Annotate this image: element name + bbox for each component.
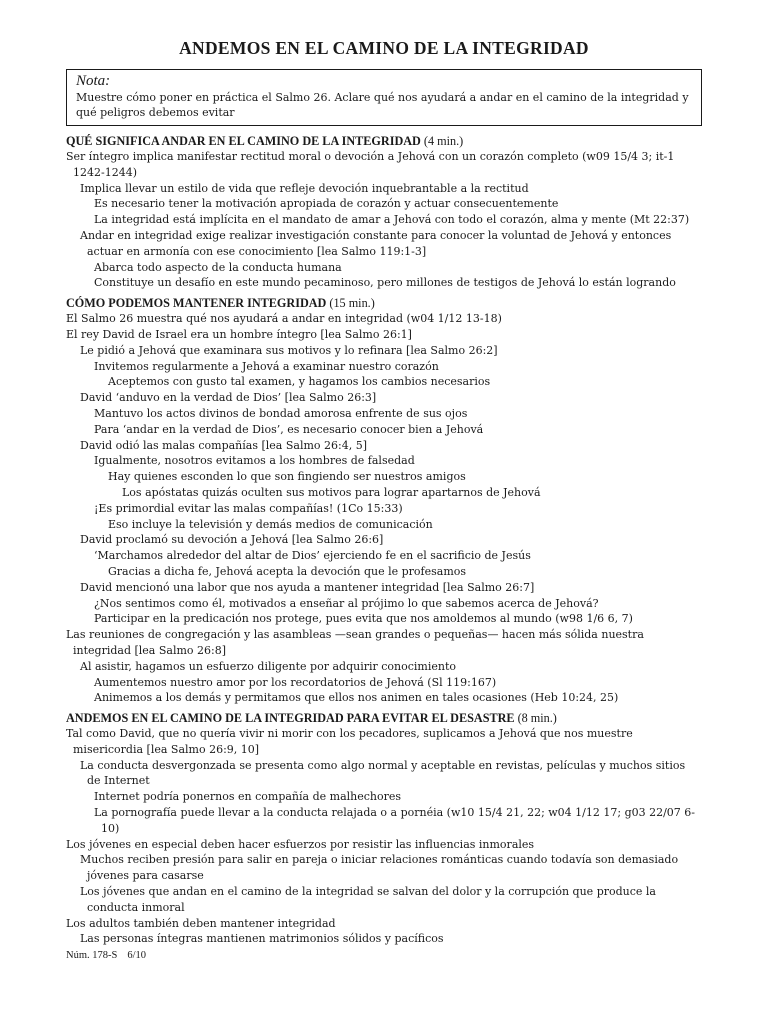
- outline-point: David odió las malas compañías [lea Salmo 26:4, 5]: [80, 438, 368, 452]
- outline-point: Al asistir, hagamos un esfuerzo diligente por adquirir conocimiento: [80, 659, 457, 673]
- outline-point: Los apóstatas quizás oculten sus motivos para lograr apartarnos de Jehová: [122, 485, 541, 499]
- outline-point: ¡Es primordial evitar las malas compañías! (1Co 15:33): [94, 501, 403, 515]
- outline-point: Los adultos también deben mantener integridad: [66, 916, 336, 930]
- page-title: ANDEMOS EN EL CAMINO DE LA INTEGRIDAD: [179, 38, 589, 58]
- outline-point: David mencionó una labor que nos ayuda a mantener integridad [lea Salmo 26:7]: [80, 580, 535, 594]
- outline-point: El rey David de Israel era un hombre íntegro [lea Salmo 26:1]: [66, 327, 412, 341]
- section-heading: [66, 134, 702, 149]
- outline-point: Tal como David, que no quería vivir ni morir con los pecadores, suplicamos a Jehová que nos muestre misericordia [lea Salmo 26:9, 10]: [66, 727, 633, 756]
- section-title: CÓMO PODEMOS MANTENER INTEGRIDAD: [66, 296, 327, 311]
- outline-point: Invitemos regularmente a Jehová a examinar nuestro corazón: [94, 359, 439, 373]
- outline-point: Abarca todo aspecto de la conducta humana: [94, 260, 342, 274]
- outline-point: Las reuniones de congregación y las asambleas —sean grandes o pequeñas— hacen más sólida nuestra integridad [lea Salmo 26:8]: [66, 628, 644, 657]
- note-label: Nota:: [76, 73, 111, 89]
- outline-point: Para ‘andar en la verdad de Dios’, es necesario conocer bien a Jehová: [94, 422, 484, 436]
- outline-point: Implica llevar un estilo de vida que refleje devoción inquebrantable a la rectitud: [80, 181, 529, 195]
- outline-point: Constituye un desafío en este mundo pecaminoso, pero millones de testigos de Jehová lo están logrando: [94, 276, 676, 290]
- section-heading: [66, 296, 702, 311]
- outline-point: ‘Marchamos alrededor del altar de Dios’ ejerciendo fe en el sacrificio de Jesús: [94, 549, 531, 563]
- outline-point: La conducta desvergonzada se presenta como algo normal y aceptable en revistas, películas y muchos sitios de Internet: [80, 758, 686, 788]
- outline-point: La pornografía puede llevar a la conducta relajada o a pornéia (w10 15/4 21, 22; w04 1/12 17; g03 22/07 6-10): [94, 806, 696, 835]
- outline-point: Es necesario tener la motivación apropiada de corazón y actuar consecuentemente: [94, 197, 559, 211]
- outline-point: Animemos a los demás y permitamos que ellos nos animen en tales ocasiones (Heb 10:24, 25): [94, 691, 619, 705]
- outline-point: Los jóvenes en especial deben hacer esfuerzos por resistir las influencias inmorales: [66, 837, 535, 851]
- outline-point: Le pidió a Jehová que examinara sus motivos y lo refinara [lea Salmo 26:2]: [80, 343, 498, 357]
- outline-point: Internet podría ponernos en compañía de malhechores: [94, 790, 402, 804]
- outline-point: Las personas íntegras mantienen matrimonios sólidos y pacíficos: [80, 932, 444, 946]
- footer-date: 6/10: [127, 950, 147, 962]
- outline-point: Igualmente, nosotros evitamos a los hombres de falsedad: [94, 454, 415, 468]
- outline-point: Andar en integridad exige realizar investigación constante para conocer la voluntad de Jehová y entonces actuar en armonía con ese conocimiento [lea Salmo 119:1-3]: [80, 228, 672, 258]
- outline-point: Mantuvo los actos divinos de bondad amorosa enfrente de sus ojos: [94, 406, 468, 420]
- outline-point: David proclamó su devoción a Jehová [lea Salmo 26:6]: [80, 533, 384, 547]
- footer-code: Núm. 178-S: [66, 950, 118, 962]
- section-duration: (8 min.): [517, 711, 557, 726]
- footer: [66, 950, 702, 961]
- outline-point: Aumentemos nuestro amor por los recordatorios de Jehová (Sl 119:167): [94, 675, 497, 689]
- outline-point: ¿Nos sentimos como él, motivados a enseñar al prójimo lo que sabemos acerca de Jehová?: [94, 596, 599, 610]
- section-title: ANDEMOS EN EL CAMINO DE LA INTEGRIDAD PARA EVITAR EL DESASTRE: [66, 711, 515, 726]
- note-text: Muestre cómo poner en práctica el Salmo 26. Aclare qué nos ayudará a andar en el camino de la integridad y qué peligros debemos evitar: [76, 91, 689, 119]
- outline-point: La integridad está implícita en el mandato de amar a Jehová con todo el corazón, alma y mente (Mt 22:37): [94, 213, 690, 227]
- outline-sections: [66, 134, 702, 947]
- outline-point: El Salmo 26 muestra qué nos ayudará a andar en integridad (w04 1/12 13-18): [66, 312, 502, 326]
- outline-point: Gracias a dicha fe, Jehová acepta la devoción que le profesamos: [108, 564, 467, 578]
- outline-page: [66, 38, 702, 961]
- outline-point: Muchos reciben presión para salir en pareja o iniciar relaciones románticas cuando todavía son demasiado jóvenes para casarse: [80, 853, 679, 883]
- section-title: QUÉ SIGNIFICA ANDAR EN EL CAMINO DE LA INTEGRIDAD: [66, 134, 421, 148]
- outline-point: Los jóvenes que andan en el camino de la integridad se salvan del dolor y la corrupción que produce la conducta inmoral: [80, 885, 656, 914]
- outline-point: David ‘anduvo en la verdad de Dios’ [lea Salmo 26:3]: [80, 391, 377, 405]
- outline-point: Hay quienes esconden lo que son fingiendo ser nuestros amigos: [108, 470, 466, 484]
- outline-point: Aceptemos con gusto tal examen, y hagamos los cambios necesarios: [108, 375, 491, 389]
- outline-point: Participar en la predicación nos protege, pues evita que nos amoldemos al mundo (w98 1/6 6, 7): [94, 612, 633, 626]
- outline-point: Eso incluye la televisión y demás medios de comunicación: [108, 517, 433, 531]
- section-duration: (15 min.): [329, 296, 375, 311]
- note-box: [66, 69, 702, 126]
- section-duration: (4 min.): [423, 134, 464, 148]
- outline-point: Ser íntegro implica manifestar rectitud moral o devoción a Jehová con un corazón completo (w09 15/4 3; it-1 1242-1244): [66, 150, 675, 179]
- section-heading: [66, 711, 702, 726]
